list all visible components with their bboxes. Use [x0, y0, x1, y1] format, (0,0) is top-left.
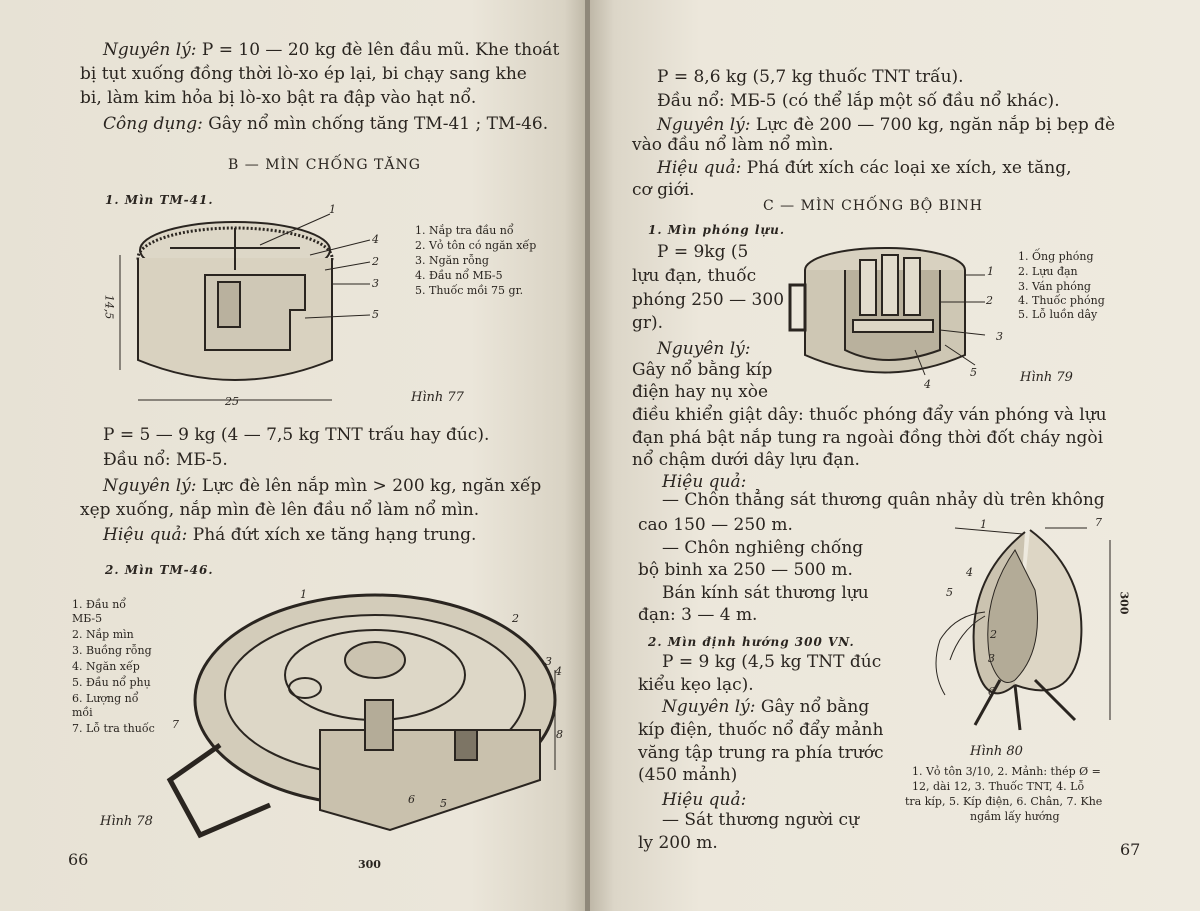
label: Nguyên lý: — [103, 476, 197, 496]
callout-7: 7 — [172, 718, 179, 731]
text-line: P = 9 kg (4,5 kg TNT đúc — [662, 652, 882, 672]
label: Hiệu quả: — [662, 790, 747, 810]
text-line: Đầu nổ: MБ-5 (có thể lắp một số đầu nổ khác). — [657, 91, 1060, 111]
paragraph-effect — [657, 158, 1072, 178]
label: Hiệu quả: — [657, 158, 742, 178]
callout-4: 4 — [555, 665, 562, 678]
callout-3: 3 — [372, 277, 379, 290]
subheading: 1. Mìn phóng lựu. — [648, 223, 786, 237]
dimension-height: 14,5 — [102, 294, 116, 320]
text-line: bị tụt xuống đồng thời lò-xo ép lại, bi chạy sang khe — [80, 64, 527, 84]
paragraph-principle — [103, 476, 541, 496]
left-page — [0, 0, 588, 911]
text: Phá đứt xích các loại xe xích, xe tăng, — [741, 158, 1072, 178]
text-line: kíp điện, thuốc nổ đẩy mảnh — [638, 720, 884, 740]
text-line: gr). — [632, 313, 664, 333]
legend-item: 5. Thuốc mồi 75 gr. — [415, 284, 524, 297]
legend-item: 3. Ngăn rỗng — [415, 254, 489, 267]
callout-6: 6 — [988, 685, 995, 698]
section-heading: C — MÌN CHỐNG BỘ BINH — [763, 198, 983, 214]
legend-item: ngắm lấy hướng — [970, 810, 1060, 823]
legend-item: 1. Ống phóng — [1018, 250, 1094, 263]
text-line: Gây nổ bằng kíp — [632, 360, 773, 380]
text-line: bi, làm kim hỏa bị lò-xo bật ra đập vào hạt nổ. — [80, 88, 477, 108]
paragraph-usage — [103, 114, 548, 134]
dimension-width: 300 — [358, 858, 381, 871]
right-page — [590, 0, 1200, 911]
callout-2: 2 — [986, 294, 993, 307]
legend-item: 3. Buồng rỗng — [72, 644, 152, 657]
callout-3: 3 — [545, 655, 552, 668]
callout-2: 2 — [512, 612, 519, 625]
callout-1: 1 — [300, 588, 307, 601]
label: Hiệu quả: — [103, 525, 188, 545]
section-heading: B — MÌN CHỐNG TĂNG — [228, 157, 421, 173]
figure-caption: Hình 80 — [970, 744, 1023, 759]
text-line: phóng 250 — 300 — [632, 290, 785, 310]
callout-3: 3 — [996, 330, 1003, 343]
legend-item: 2. Lựu đạn — [1018, 265, 1078, 278]
text: Lực đè 200 — 700 kg, ngăn nắp bị bẹp đè — [750, 115, 1116, 135]
text-line: điều khiển giật dây: thuốc phóng đẩy ván phóng và lựu — [632, 405, 1107, 425]
paragraph-principle — [657, 115, 1115, 135]
text: Phá đứt xích xe tăng hạng trung. — [187, 525, 477, 545]
text-line: — Sát thương người cự — [662, 810, 859, 830]
text-line: Bán kính sát thương lựu — [662, 583, 869, 603]
legend-item: 7. Lỗ tra thuốc — [72, 722, 155, 735]
text-line: điện hay nụ xòe — [632, 382, 769, 402]
subheading: 2. Mìn định hướng 300 VN. — [648, 635, 855, 649]
callout-6: 6 — [408, 793, 415, 806]
legend-item: tra kíp, 5. Kíp điện, 6. Chân, 7. Khe — [905, 795, 1103, 808]
callout-1: 1 — [987, 265, 994, 278]
text-line: xẹp xuống, nắp mìn đè lên đầu nổ làm nổ mìn. — [80, 500, 480, 520]
text-line: — Chôn thẳng sát thương quân nhảy dù trên không — [662, 490, 1105, 510]
figure-caption: Hình 77 — [411, 390, 464, 405]
text: Gây nổ mìn chống tăng TM-41 ; TM-46. — [202, 114, 549, 134]
text-line: nổ chậm dưới dây lựu đạn. — [632, 450, 860, 470]
text: Lực đè lên nắp mìn > 200 kg, ngăn xếp — [196, 476, 542, 496]
label: Nguyên lý: — [662, 697, 756, 717]
text-line: cao 150 — 250 m. — [638, 515, 793, 535]
legend-item: 4. Ngăn xếp — [72, 660, 140, 673]
dimension-width: 25 — [225, 395, 239, 408]
callout-5: 5 — [970, 366, 977, 379]
callout-1: 1 — [329, 203, 336, 216]
label: Nguyên lý: — [103, 40, 197, 60]
legend-item: 4. Đầu nổ MБ-5 — [415, 269, 503, 282]
text-line: P = 8,6 kg (5,7 kg thuốc TNT trấu). — [657, 67, 964, 87]
text-line: lựu đạn, thuốc — [632, 266, 757, 286]
paragraph-principle — [103, 40, 559, 60]
figure-77-drawing — [100, 200, 400, 415]
callout-5: 5 — [372, 308, 379, 321]
legend-item: 5. Đầu nổ phụ — [72, 676, 151, 689]
label: Công dụng: — [103, 114, 203, 134]
paragraph-effect — [103, 525, 476, 545]
callout-5: 5 — [946, 586, 953, 599]
label: Hiệu quả: — [662, 472, 747, 492]
legend-item: 1. Đầu nổ — [72, 598, 127, 611]
text-line: cơ giới. — [632, 180, 695, 200]
text-line: văng tập trung ra phía trước — [638, 743, 884, 763]
figure-caption: Hình 79 — [1020, 370, 1073, 385]
text-line: đạn: 3 — 4 m. — [638, 605, 758, 625]
callout-7: 7 — [1095, 516, 1102, 529]
text: Gây nổ bằng — [755, 697, 870, 717]
subheading: 2. Mìn TM-46. — [105, 563, 214, 577]
legend-item: 5. Lỗ luồn dây — [1018, 308, 1098, 321]
legend-item: MБ-5 — [72, 612, 103, 625]
text-line: ly 200 m. — [638, 833, 718, 853]
figure-caption: Hình 78 — [100, 814, 153, 829]
legend-item: 2. Nắp mìn — [72, 628, 134, 641]
text-line: (450 mảnh) — [638, 765, 738, 785]
page-number: 67 — [1120, 840, 1141, 859]
text-line: bộ binh xa 250 — 500 m. — [638, 560, 853, 580]
callout-3: 3 — [988, 652, 995, 665]
subheading: 1. Mìn TM-41. — [105, 193, 214, 207]
legend-item: 4. Thuốc phóng — [1018, 294, 1105, 307]
callout-4: 4 — [924, 378, 931, 391]
figure-79-drawing — [785, 240, 1015, 390]
text-line: vào đầu nổ làm nổ mìn. — [632, 135, 834, 155]
callout-5: 5 — [440, 797, 447, 810]
text-line: kiểu kẹo lạc). — [638, 675, 754, 695]
legend-item: 1. Nắp tra đầu nổ — [415, 224, 514, 237]
label: Nguyên lý: — [657, 339, 751, 359]
callout-2: 2 — [990, 628, 997, 641]
text-line: P = 5 — 9 kg (4 — 7,5 kg TNT trấu hay đúc). — [103, 425, 490, 445]
legend-item: 12, dài 12, 3. Thuốc TNT, 4. Lỗ — [912, 780, 1085, 793]
text-line: đạn phá bật nắp tung ra ngoài đồng thời đốt cháy ngòi — [632, 428, 1104, 448]
page-number: 66 — [68, 850, 89, 869]
figure-80-drawing — [915, 520, 1135, 745]
text: P = 10 — 20 kg đè lên đầu mũ. Khe thoát — [196, 40, 560, 60]
label: Nguyên lý: — [657, 115, 751, 135]
text-line: — Chôn nghiêng chống — [662, 538, 864, 558]
callout-2: 2 — [372, 255, 379, 268]
text-line: P = 9kg (5 — [657, 242, 749, 262]
callout-1: 1 — [980, 518, 987, 531]
legend-item: 6. Lượng nổ — [72, 692, 139, 705]
text-line: Đầu nổ: MБ-5. — [103, 450, 228, 470]
dimension-height: 8 — [556, 728, 563, 741]
callout-4: 4 — [372, 233, 379, 246]
callout-4: 4 — [966, 566, 973, 579]
legend-item: 3. Ván phóng — [1018, 280, 1091, 293]
legend-item: mồi — [72, 706, 93, 719]
legend-item: 2. Vỏ tôn có ngăn xếp — [415, 239, 537, 252]
legend-item: 1. Vỏ tôn 3/10, 2. Mảnh: thép Ø = — [912, 765, 1101, 778]
paragraph-principle — [662, 697, 869, 717]
dimension: 300 — [1117, 591, 1131, 615]
